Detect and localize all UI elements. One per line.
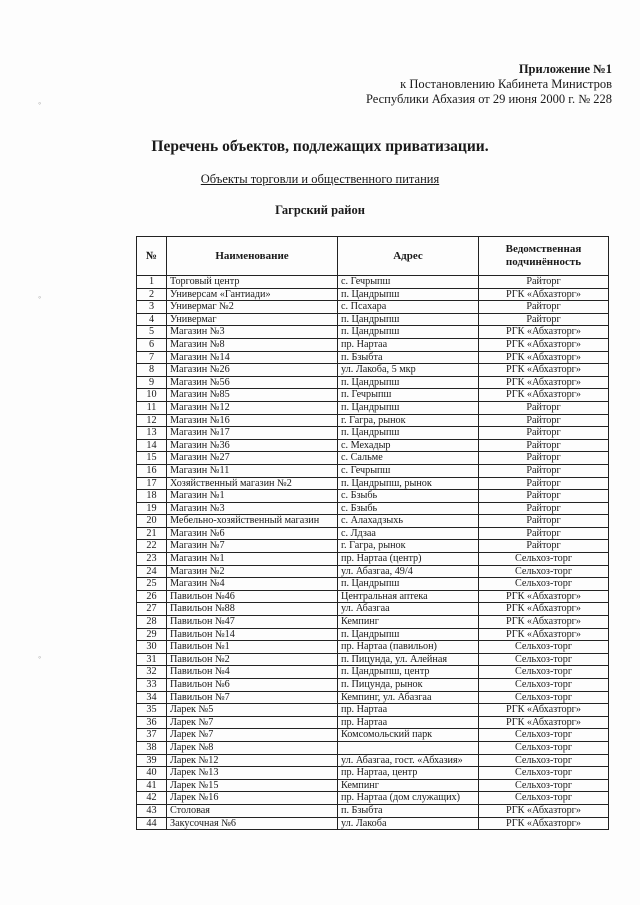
cell-address: п. Пицунда, рынок xyxy=(338,679,479,692)
cell-dept: РГК «Абхазторг» xyxy=(479,338,609,351)
table-row xyxy=(137,351,609,364)
table-row xyxy=(137,376,609,389)
cell-name: Магазин №17 xyxy=(167,427,338,440)
cell-name: Магазин №26 xyxy=(167,364,338,377)
cell-dept: Райторг xyxy=(479,313,609,326)
cell-address: с. Бзыбь xyxy=(338,490,479,503)
table-row xyxy=(137,653,609,666)
cell-num: 11 xyxy=(137,401,167,414)
cell-num: 33 xyxy=(137,679,167,692)
cell-address: п. Цандрыпш xyxy=(338,326,479,339)
cell-dept: Райторг xyxy=(479,439,609,452)
cell-num: 30 xyxy=(137,641,167,654)
cell-address: пр. Нартаа xyxy=(338,716,479,729)
cell-address: п. Бзыбта xyxy=(338,804,479,817)
cell-name: Магазин №6 xyxy=(167,527,338,540)
cell-name: Ларек №16 xyxy=(167,792,338,805)
cell-num: 26 xyxy=(137,590,167,603)
cell-name: Магазин №3 xyxy=(167,326,338,339)
cell-num: 9 xyxy=(137,376,167,389)
cell-num: 16 xyxy=(137,464,167,477)
cell-num: 10 xyxy=(137,389,167,402)
table-row xyxy=(137,704,609,717)
cell-dept: РГК «Абхазторг» xyxy=(479,376,609,389)
table-row xyxy=(137,679,609,692)
table-row xyxy=(137,338,609,351)
cell-dept: Сельхоз-торг xyxy=(479,679,609,692)
table-row xyxy=(137,313,609,326)
table-row xyxy=(137,553,609,566)
cell-dept: РГК «Абхазторг» xyxy=(479,364,609,377)
cell-num: 39 xyxy=(137,754,167,767)
cell-dept: Сельхоз-торг xyxy=(479,641,609,654)
cell-dept: Райторг xyxy=(479,515,609,528)
cell-dept: Райторг xyxy=(479,540,609,553)
cell-dept: РГК «Абхазторг» xyxy=(479,326,609,339)
table-row xyxy=(137,452,609,465)
cell-num: 21 xyxy=(137,527,167,540)
cell-num: 15 xyxy=(137,452,167,465)
cell-dept: Сельхоз-торг xyxy=(479,653,609,666)
cell-name: Закусочная №6 xyxy=(167,817,338,830)
cell-address: Кемпинг xyxy=(338,779,479,792)
cell-address: пр. Нартаа xyxy=(338,704,479,717)
cell-name: Магазин №7 xyxy=(167,540,338,553)
table-row xyxy=(137,666,609,679)
cell-name: Павильон №14 xyxy=(167,628,338,641)
cell-address: п. Цандрыпш xyxy=(338,376,479,389)
cell-name: Магазин №27 xyxy=(167,452,338,465)
cell-num: 44 xyxy=(137,817,167,830)
cell-num: 1 xyxy=(137,276,167,289)
column-header-dept: Ведомственная подчинённость xyxy=(479,237,609,276)
cell-dept: РГК «Абхазторг» xyxy=(479,590,609,603)
cell-dept: Райторг xyxy=(479,464,609,477)
cell-name: Мебельно-хозяйственный магазин xyxy=(167,515,338,528)
cell-dept: Райторг xyxy=(479,414,609,427)
cell-dept: Сельхоз-торг xyxy=(479,553,609,566)
cell-address: пр. Нартаа (павильон) xyxy=(338,641,479,654)
table-row xyxy=(137,515,609,528)
table-row xyxy=(137,464,609,477)
appendix-line: Республики Абхазия от 29 июня 2000 г. № 228 xyxy=(365,92,612,106)
cell-dept: Сельхоз-торг xyxy=(479,767,609,780)
cell-num: 27 xyxy=(137,603,167,616)
cell-dept: РГК «Абхазторг» xyxy=(479,288,609,301)
cell-num: 18 xyxy=(137,490,167,503)
cell-address: с. Алахадзыхь xyxy=(338,515,479,528)
table-row xyxy=(137,326,609,339)
cell-num: 34 xyxy=(137,691,167,704)
table-row xyxy=(137,792,609,805)
cell-address: ул. Абазгаа, гост. «Абхазия» xyxy=(338,754,479,767)
table-row xyxy=(137,477,609,490)
cell-address: ул. Лакоба xyxy=(338,817,479,830)
cell-name: Павильон №7 xyxy=(167,691,338,704)
table-row xyxy=(137,364,609,377)
cell-num: 23 xyxy=(137,553,167,566)
cell-address: ул. Абазгаа, 49/4 xyxy=(338,565,479,578)
cell-name: Магазин №1 xyxy=(167,490,338,503)
column-header-address: Адрес xyxy=(338,237,479,276)
cell-dept: РГК «Абхазторг» xyxy=(479,389,609,402)
cell-address: с. Бзыбь xyxy=(338,502,479,515)
cell-num: 3 xyxy=(137,301,167,314)
table-row xyxy=(137,691,609,704)
cell-dept: РГК «Абхазторг» xyxy=(479,804,609,817)
cell-name: Магазин №16 xyxy=(167,414,338,427)
table-row xyxy=(137,565,609,578)
cell-address: с. Гечрыпш xyxy=(338,464,479,477)
cell-address: Кемпинг xyxy=(338,616,479,629)
cell-name: Ларек №15 xyxy=(167,779,338,792)
cell-dept: Сельхоз-торг xyxy=(479,565,609,578)
cell-dept: Сельхоз-торг xyxy=(479,754,609,767)
cell-address: Комсомольский парк xyxy=(338,729,479,742)
cell-name: Универсам «Гантиади» xyxy=(167,288,338,301)
cell-dept: Райторг xyxy=(479,502,609,515)
column-header-name: Наименование xyxy=(167,237,338,276)
cell-dept: Сельхоз-торг xyxy=(479,666,609,679)
district-heading: Гагрский район xyxy=(275,203,365,217)
table-row xyxy=(137,641,609,654)
cell-dept: Райторг xyxy=(479,301,609,314)
table-row xyxy=(137,490,609,503)
cell-dept: РГК «Абхазторг» xyxy=(479,616,609,629)
cell-name: Магазин №36 xyxy=(167,439,338,452)
cell-address: ул. Лакоба, 5 мкр xyxy=(338,364,479,377)
cell-address: пр. Нартаа, центр xyxy=(338,767,479,780)
cell-dept: Сельхоз-торг xyxy=(479,578,609,591)
cell-name: Магазин №12 xyxy=(167,401,338,414)
section-subtitle-text: Объекты торговли и общественного питания xyxy=(200,172,440,186)
cell-num: 36 xyxy=(137,716,167,729)
cell-name: Павильон №47 xyxy=(167,616,338,629)
cell-num: 28 xyxy=(137,616,167,629)
table-row xyxy=(137,427,609,440)
cell-dept: Сельхоз-торг xyxy=(479,729,609,742)
table-row xyxy=(137,729,609,742)
cell-name: Павильон №2 xyxy=(167,653,338,666)
cell-name: Павильон №88 xyxy=(167,603,338,616)
objects-table xyxy=(136,236,609,830)
table-row xyxy=(137,414,609,427)
cell-address xyxy=(338,741,479,754)
cell-dept: Сельхоз-торг xyxy=(479,792,609,805)
cell-address: п. Цандрыпш xyxy=(338,628,479,641)
cell-address: с. Гечрыпш xyxy=(338,276,479,289)
cell-num: 38 xyxy=(137,741,167,754)
cell-name: Павильон №6 xyxy=(167,679,338,692)
cell-num: 7 xyxy=(137,351,167,364)
cell-dept: РГК «Абхазторг» xyxy=(479,628,609,641)
cell-address: с. Лдзаа xyxy=(338,527,479,540)
cell-num: 32 xyxy=(137,666,167,679)
cell-dept: РГК «Абхазторг» xyxy=(479,704,609,717)
cell-name: Ларек №13 xyxy=(167,767,338,780)
cell-num: 31 xyxy=(137,653,167,666)
cell-name: Ларек №12 xyxy=(167,754,338,767)
cell-address: п. Цандрыпш xyxy=(338,578,479,591)
cell-address: с. Мехадыр xyxy=(338,439,479,452)
table-row xyxy=(137,288,609,301)
cell-address: п. Цандрыпш xyxy=(338,427,479,440)
cell-address: п. Пицунда, ул. Алейная xyxy=(338,653,479,666)
punch-hole-mark: ◦ xyxy=(38,652,42,662)
table-row xyxy=(137,616,609,629)
cell-dept: Сельхоз-торг xyxy=(479,741,609,754)
cell-address: п. Цандрыпш xyxy=(338,313,479,326)
cell-name: Столовая xyxy=(167,804,338,817)
cell-num: 4 xyxy=(137,313,167,326)
cell-num: 8 xyxy=(137,364,167,377)
cell-name: Ларек №8 xyxy=(167,741,338,754)
cell-name: Магазин №85 xyxy=(167,389,338,402)
table-row xyxy=(137,401,609,414)
table-row xyxy=(137,578,609,591)
table-row xyxy=(137,301,609,314)
cell-num: 24 xyxy=(137,565,167,578)
table-row xyxy=(137,540,609,553)
cell-name: Магазин №1 xyxy=(167,553,338,566)
cell-dept: РГК «Абхазторг» xyxy=(479,351,609,364)
cell-num: 20 xyxy=(137,515,167,528)
cell-name: Торговый центр xyxy=(167,276,338,289)
table-row xyxy=(137,590,609,603)
cell-address: пр. Нартаа (центр) xyxy=(338,553,479,566)
cell-name: Ларек №7 xyxy=(167,716,338,729)
section-subtitle xyxy=(0,172,640,187)
table-row xyxy=(137,628,609,641)
cell-address: г. Гагра, рынок xyxy=(338,540,479,553)
punch-hole-mark: ◦ xyxy=(38,98,42,108)
cell-name: Магазин №2 xyxy=(167,565,338,578)
cell-num: 22 xyxy=(137,540,167,553)
cell-dept: Райторг xyxy=(479,527,609,540)
table-body xyxy=(137,276,609,830)
cell-address: пр. Нартаа xyxy=(338,338,479,351)
cell-address: с. Псахара xyxy=(338,301,479,314)
cell-address: с. Сальме xyxy=(338,452,479,465)
cell-name: Ларек №7 xyxy=(167,729,338,742)
cell-name: Хозяйственный магазин №2 xyxy=(167,477,338,490)
cell-address: п. Цандрыпш xyxy=(338,288,479,301)
cell-name: Магазин №56 xyxy=(167,376,338,389)
table-row xyxy=(137,779,609,792)
document-title: Перечень объектов, подлежащих приватизации. xyxy=(151,138,489,155)
table-row xyxy=(137,741,609,754)
cell-num: 6 xyxy=(137,338,167,351)
cell-address: Центральная аптека xyxy=(338,590,479,603)
cell-name: Магазин №11 xyxy=(167,464,338,477)
table-row xyxy=(137,603,609,616)
column-header-num: № xyxy=(137,237,167,276)
cell-num: 37 xyxy=(137,729,167,742)
cell-num: 14 xyxy=(137,439,167,452)
cell-dept: Райторг xyxy=(479,427,609,440)
cell-name: Ларек №5 xyxy=(167,704,338,717)
cell-dept: Райторг xyxy=(479,490,609,503)
table-row xyxy=(137,804,609,817)
cell-dept: Сельхоз-торг xyxy=(479,779,609,792)
table-row xyxy=(137,754,609,767)
cell-num: 2 xyxy=(137,288,167,301)
cell-address: пр. Нартаа (дом служащих) xyxy=(338,792,479,805)
table-row xyxy=(137,439,609,452)
cell-num: 13 xyxy=(137,427,167,440)
cell-name: Павильон №1 xyxy=(167,641,338,654)
cell-num: 42 xyxy=(137,792,167,805)
cell-address: п. Бзыбта xyxy=(338,351,479,364)
appendix-header xyxy=(366,62,612,107)
table-header-row xyxy=(137,237,609,276)
punch-hole-mark: ◦ xyxy=(38,292,42,302)
cell-address: п. Цандрыпш, рынок xyxy=(338,477,479,490)
cell-dept: Райторг xyxy=(479,276,609,289)
cell-name: Павильон №4 xyxy=(167,666,338,679)
table-row xyxy=(137,389,609,402)
table-row xyxy=(137,767,609,780)
cell-dept: РГК «Абхазторг» xyxy=(479,716,609,729)
cell-name: Магазин №14 xyxy=(167,351,338,364)
table-row xyxy=(137,527,609,540)
cell-address: ул. Абазгаа xyxy=(338,603,479,616)
cell-num: 35 xyxy=(137,704,167,717)
cell-address: п. Гечрыпш xyxy=(338,389,479,402)
cell-num: 17 xyxy=(137,477,167,490)
cell-dept: Райторг xyxy=(479,452,609,465)
table-row xyxy=(137,716,609,729)
cell-dept: РГК «Абхазторг» xyxy=(479,817,609,830)
cell-dept: РГК «Абхазторг» xyxy=(479,603,609,616)
cell-dept: Сельхоз-торг xyxy=(479,691,609,704)
appendix-line: к Постановлению Кабинета Министров xyxy=(400,77,612,91)
table-row xyxy=(137,817,609,830)
cell-num: 43 xyxy=(137,804,167,817)
cell-num: 19 xyxy=(137,502,167,515)
appendix-title: Приложение №1 xyxy=(518,62,612,76)
cell-num: 40 xyxy=(137,767,167,780)
cell-dept: Райторг xyxy=(479,477,609,490)
cell-num: 12 xyxy=(137,414,167,427)
cell-address: г. Гагра, рынок xyxy=(338,414,479,427)
table-row xyxy=(137,276,609,289)
cell-name: Универмаг xyxy=(167,313,338,326)
cell-num: 29 xyxy=(137,628,167,641)
cell-name: Магазин №3 xyxy=(167,502,338,515)
cell-dept: Райторг xyxy=(479,401,609,414)
cell-name: Магазин №4 xyxy=(167,578,338,591)
cell-address: п. Цандрыпш, центр xyxy=(338,666,479,679)
table-row xyxy=(137,502,609,515)
cell-name: Универмаг №2 xyxy=(167,301,338,314)
cell-num: 41 xyxy=(137,779,167,792)
cell-num: 25 xyxy=(137,578,167,591)
cell-name: Магазин №8 xyxy=(167,338,338,351)
cell-name: Павильон №46 xyxy=(167,590,338,603)
cell-address: п. Цандрыпш xyxy=(338,401,479,414)
cell-address: Кемпинг, ул. Абазгаа xyxy=(338,691,479,704)
cell-num: 5 xyxy=(137,326,167,339)
